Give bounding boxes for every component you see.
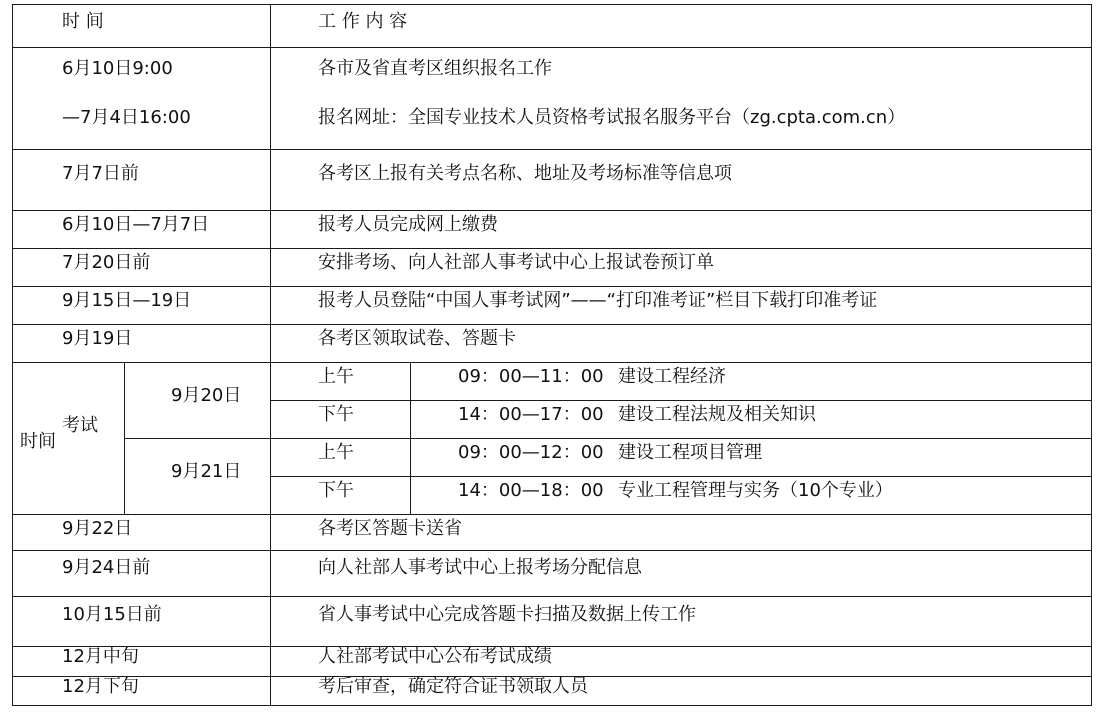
row-time: 6月10日9:00: [62, 58, 173, 79]
row-divider: [270, 400, 1092, 401]
row-divider: [12, 286, 1092, 287]
row-time: 9月15日—19日: [62, 290, 192, 311]
column-divider: [124, 362, 125, 514]
row-divider: [12, 149, 1092, 150]
exam-label-inner: 考试: [62, 415, 98, 436]
header-content: 工 作 内 容: [318, 11, 408, 32]
row-content: 报考人员完成网上缴费: [318, 214, 498, 235]
row-content: 考后审查，确定符合证书领取人员: [318, 676, 588, 697]
table-border-right: [1091, 4, 1092, 706]
row-content: 向人社部人事考试中心上报考场分配信息: [318, 557, 642, 578]
row-content: 省人事考试中心完成答题卡扫描及数据上传工作: [318, 604, 696, 625]
row-divider: [12, 596, 1092, 597]
row-time: 10月15日前: [62, 604, 162, 625]
row-divider: [12, 248, 1092, 249]
row-time: 6月10日—7月7日: [62, 214, 210, 235]
row-content: 人社部考试中心公布考试成绩: [318, 646, 552, 667]
column-divider: [270, 4, 271, 706]
session-subject: 建设工程经济: [618, 366, 726, 387]
session-period: 上午: [318, 442, 354, 463]
row-time-end: —7月4日16:00: [62, 107, 191, 128]
row-time: 7月20日前: [62, 252, 151, 273]
session-hours: 14：00—18：00: [458, 480, 604, 501]
header-time: 时 间: [62, 11, 104, 32]
exam-date: 9月21日: [171, 461, 242, 482]
row-content: 各考区上报有关考点名称、地址及考场标准等信息项: [318, 163, 732, 184]
session-subject: 建设工程项目管理: [618, 442, 762, 463]
column-divider: [410, 362, 411, 514]
exam-label-outer: 时间: [20, 431, 56, 452]
row-time: 9月22日: [62, 518, 133, 539]
row-time: 9月19日: [62, 328, 133, 349]
row-time: 12月中旬: [62, 646, 139, 667]
exam-date: 9月20日: [171, 385, 242, 406]
session-period: 下午: [318, 404, 354, 425]
table-border-left: [12, 4, 13, 706]
session-hours: 09：00—12：00: [458, 442, 604, 463]
session-period: 下午: [318, 480, 354, 501]
row-divider: [12, 210, 1092, 211]
row-divider: [12, 514, 1092, 515]
session-hours: 14：00—17：00: [458, 404, 604, 425]
row-divider: [12, 646, 1092, 647]
row-content: 各考区答题卡送省: [318, 518, 462, 539]
row-content: 各考区领取试卷、答题卡: [318, 328, 516, 349]
row-divider: [12, 362, 1092, 363]
row-time: 12月下旬: [62, 676, 139, 697]
row-divider: [270, 476, 1092, 477]
row-divider: [12, 550, 1092, 551]
session-subject: 专业工程管理与实务（10个专业）: [618, 480, 893, 501]
row-content: 安排考场、向人社部人事考试中心上报试卷预订单: [318, 252, 714, 273]
row-content: 各市及省直考区组织报名工作: [318, 58, 552, 79]
table-border-bottom: [12, 705, 1092, 706]
session-subject: 建设工程法规及相关知识: [618, 404, 816, 425]
row-divider: [12, 324, 1092, 325]
row-content: 报考人员登陆“中国人事考试网”——“打印准考证”栏目下载打印准考证: [318, 290, 878, 311]
row-time: 9月24日前: [62, 557, 151, 578]
session-period: 上午: [318, 366, 354, 387]
session-hours: 09：00—11：00: [458, 366, 604, 387]
row-divider: [12, 47, 1092, 48]
row-time: 7月7日前: [62, 163, 139, 184]
table-border-top: [12, 4, 1092, 5]
registration-website: 报名网址：全国专业技术人员资格考试报名服务平台（zg.cpta.com.cn）: [318, 107, 906, 128]
